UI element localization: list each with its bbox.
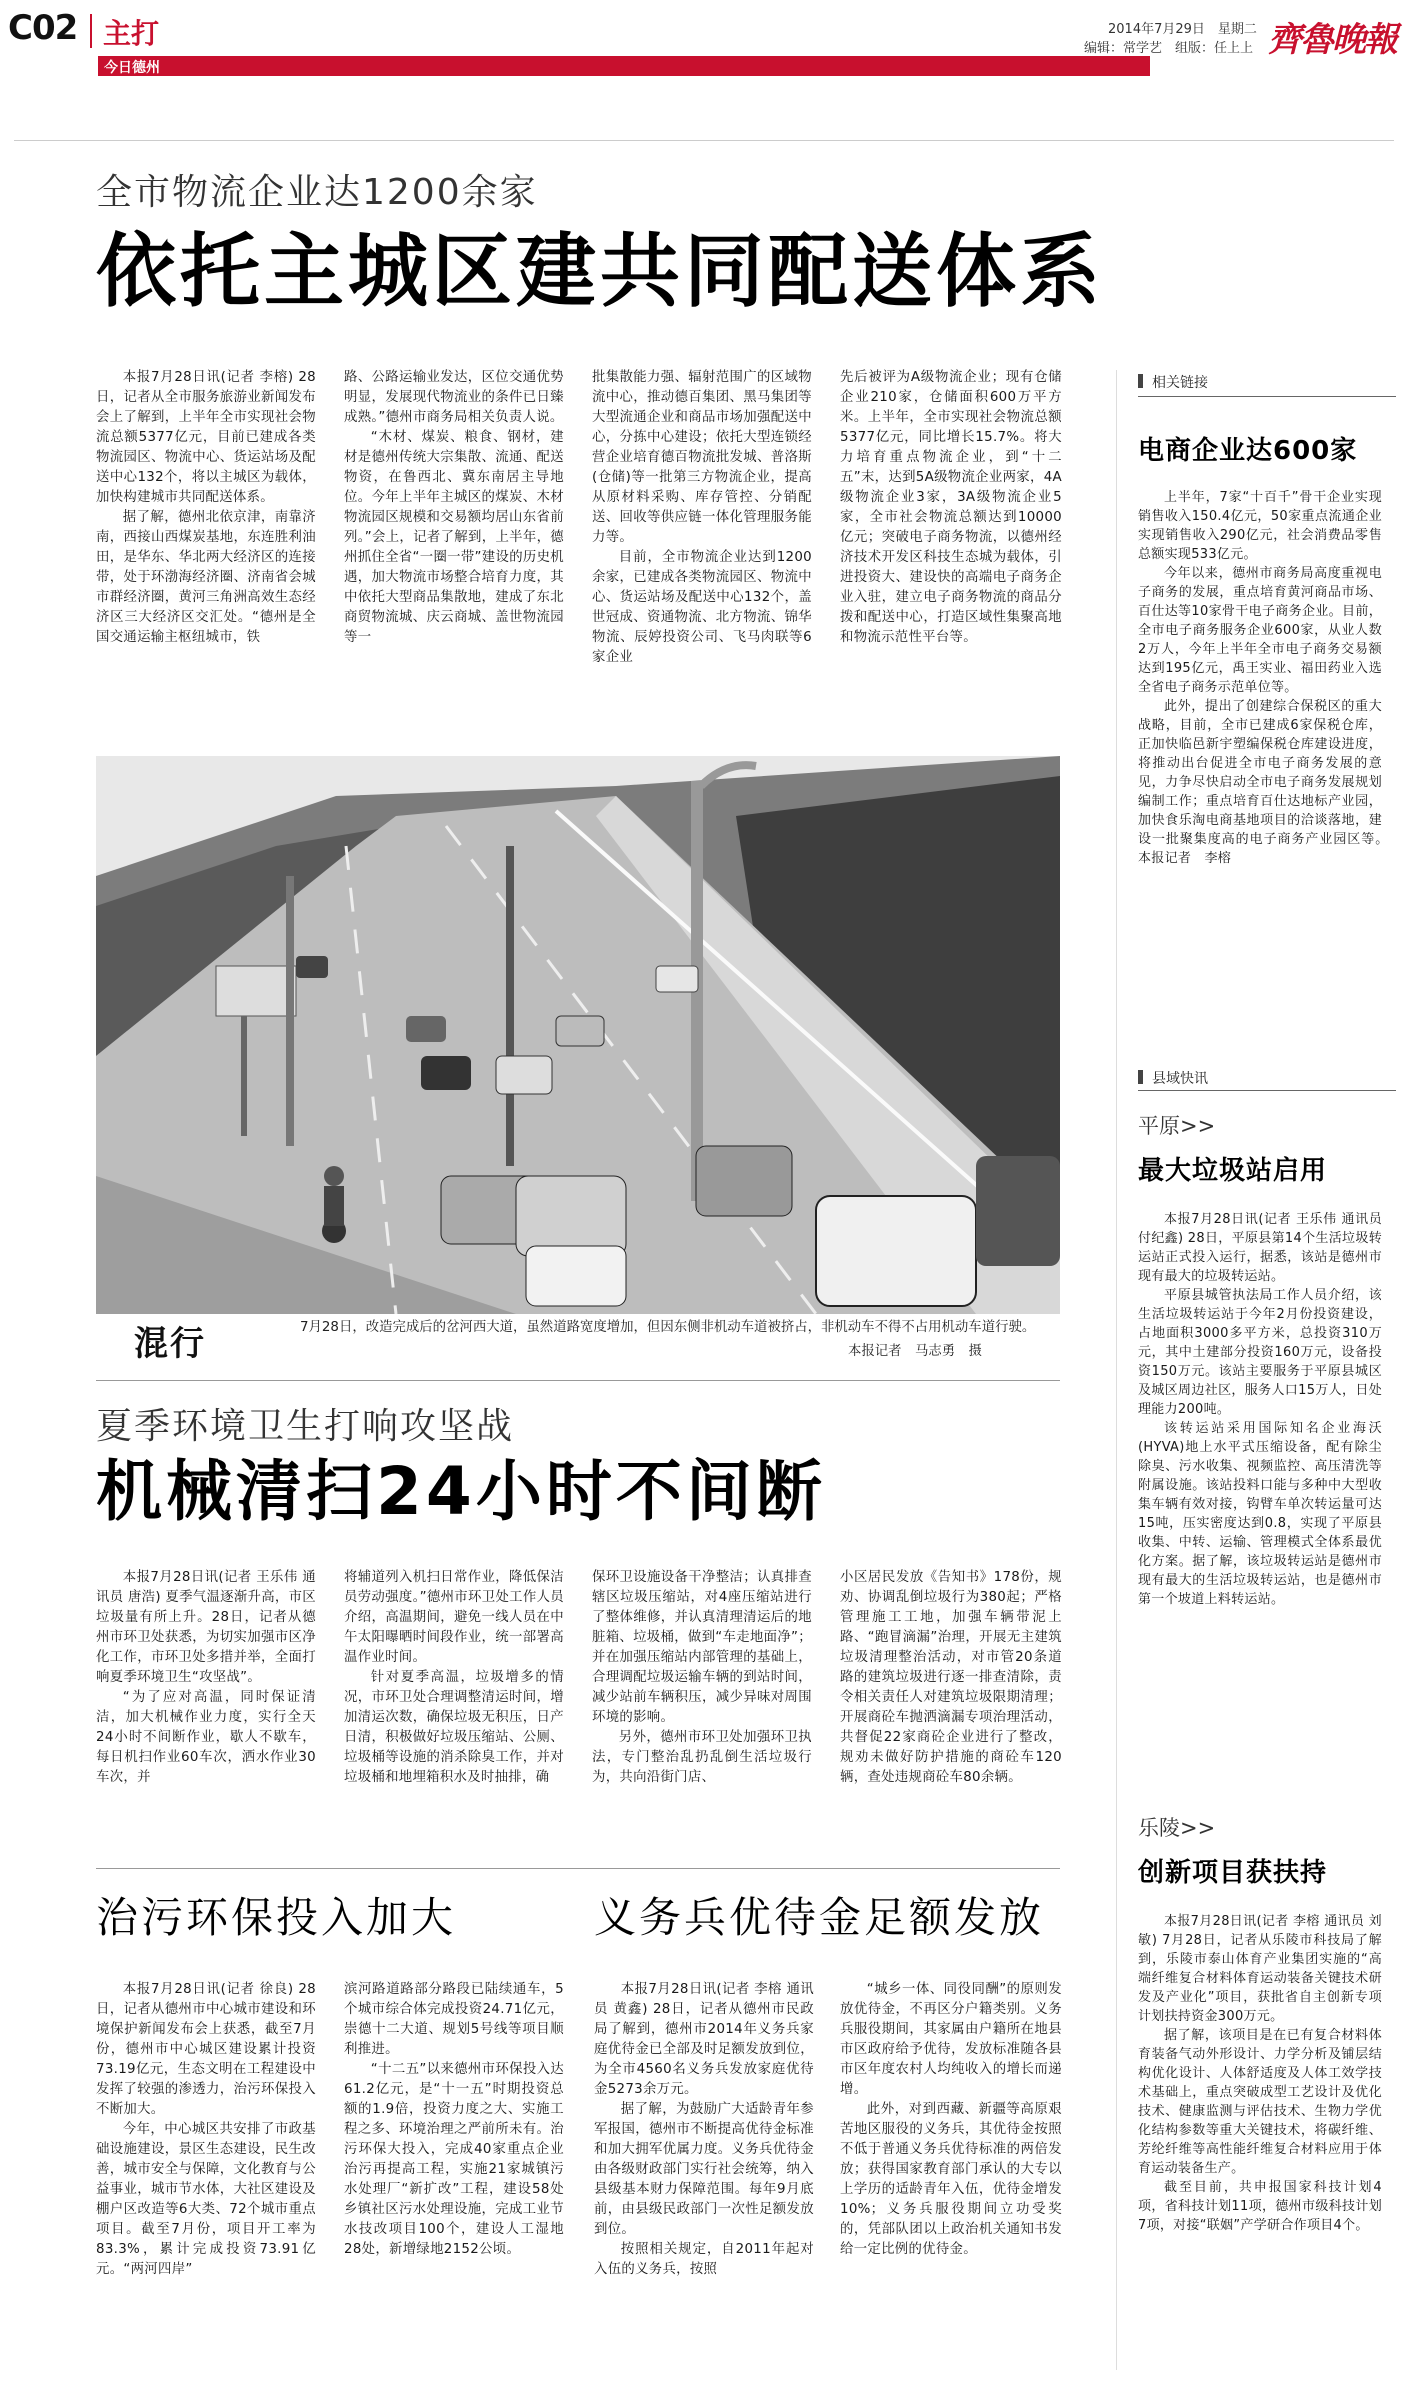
story1-column-3: [592, 368, 812, 668]
story2-kicker: 夏季环境卫生打响攻坚战: [96, 1406, 515, 1447]
pingyuan-para: 平原县城管执法局工作人员介绍，该生活垃圾转运站于今年2月份投资建设，占地面积3000多平方米，总投资310万元，其中土建部分投资160万元，设备投资150万元。该站主要服务于平原县城区及城区周边社区，服务人口15万人，日处理能力200吨。: [1138, 1288, 1382, 1417]
story2-para: 针对夏季高温，垃圾增多的情况，市环卫处合理调整清运时间，增加清运次数，确保垃圾无积压，日产日清，积极做好垃圾压缩站、公厕、垃圾桶等设施的消杀除臭工作，并对垃圾桶和地埋箱积水及时抽排，确: [344, 1670, 564, 1785]
story4-para: 此外，对到西藏、新疆等高原艰苦地区服役的义务兵，其优待金按照不低于普通义务兵优待标准的两倍发放；获得国家教育部门承认的大专以上学历的适龄青年入伍，优待金增发10%；义务兵服役期间立功受奖的，凭部队团以上政治机关通知书发给一定比例的优待金。: [840, 2102, 1062, 2257]
pingyuan-place: 平原>>: [1138, 1114, 1216, 1138]
story1-kicker: 全市物流企业达1200余家: [96, 172, 538, 213]
masthead: [0, 0, 1409, 76]
leling-para: 截至目前，共申报国家科技计划4项，省科技计划11项，德州市级科技计划7项，对接“联姻”产学研合作项目4个。: [1138, 2180, 1382, 2233]
story2-para: 另外，德州市环卫处加强环卫执法，专门整治乱扔乱倒生活垃圾行为，共向沿街门店、: [592, 1730, 812, 1785]
masthead-rule: [14, 140, 1394, 141]
story1-headline: 依托主城区建共同配送体系: [96, 225, 1104, 318]
story1-para: 目前，全市物流企业达到1200余家，已建成各类物流园区、物流中心、货运站场及配送中心132个，盖世冠成、资通物流、北方物流、锦华物流、辰婷投资公司、飞马肉联等6家企业: [592, 550, 812, 665]
leling-place: 乐陵>>: [1138, 1816, 1216, 1840]
county-news-tag: 县域快讯: [1138, 1068, 1208, 1088]
road-scene-image: [96, 756, 1060, 1314]
paper-logo: 齊魯晚報: [1268, 20, 1396, 60]
story2-column-3: [592, 1568, 812, 1788]
related-title: 电商企业达600家: [1138, 436, 1358, 466]
related-para: 今年以来，德州市商务局高度重视电子商务的发展，重点培育黄河商品市场、百仕达等10家骨干电子商务企业。目前，全市电子商务服务企业600家，从业人数2万人，今年上半年全市电子商务交易额达到195亿元，禹王实业、福田药业入选全省电子商务示范单位等。: [1138, 566, 1382, 695]
story1-para: 本报7月28日讯(记者 李榕) 28日，记者从全市服务旅游业新闻发布会上了解到，上半年全市实现社会物流总额5377亿元，目前已建成各类物流园区、物流中心、货运站场及配送中心132个，将以主城区为载体，加快构建城市共同配送体系。: [96, 370, 316, 505]
story2-para: 本报7月28日讯(记者 王乐伟 通讯员 唐浩) 夏季气温逐渐升高，市区垃圾量有所上升。28日，记者从德州市环卫处获悉，为切实加强市区净化工作，市环卫处多措并举，全面打响夏季环境卫生“攻坚战”。: [96, 1570, 316, 1685]
photo-caption: 7月28日，改造完成后的岔河西大道，虽然道路宽度增加，但因东侧非机动车道被挤占，非机动车不得不占用机动车道行驶。: [300, 1320, 1036, 1335]
story2-para: 保环卫设施设备干净整洁；认真排查辖区垃圾压缩站，对4座压缩站进行了整体维修，并认真清理清运后的地脏箱、垃圾桶，做到“车走地面净”；并在加强压缩站内部管理的基础上，合理调配垃圾运输车辆的到站时间，减少站前车辆积压，减少异味对周围环境的影响。: [592, 1570, 812, 1725]
section-title: 主打: [103, 17, 160, 50]
story2-headline: 机械清扫24小时不间断: [96, 1453, 826, 1530]
leling-title: 创新项目获扶持: [1138, 1858, 1328, 1888]
story4-para: 据了解，为鼓励广大适龄青年参军报国，德州市不断提高优待金标准和加大拥军优属力度。义务兵优待金由各级财政部门实行社会统筹，纳入县级基本财力保障范围。每年9月底前，由县级民政部门一次性足额发放到位。: [594, 2102, 814, 2237]
story1-para: 先后被评为A级物流企业；现有仓储企业210家，仓储面积600万平方米。上半年，全市实现社会物流总额5377亿元，同比增长15.7%。将大力培育重点物流企业，到“十二五”末，达到5A级物流企业两家，4A级物流企业3家，3A级物流企业5家，全市社会物流总额达到10000亿元；突破电子商务物流，以德州经济技术开发区科技生态城为载体，引进投资大、建设快的高端电子商务企业入驻，建立电子商务物流的商品分拨和配送中心，打造区域性集聚高地和物流示范性平台等。: [840, 370, 1062, 645]
story3-para: 本报7月28日讯(记者 徐良) 28日，记者从德州市中心城市建设和环境保护新闻发布会上获悉，截至7月份，德州市中心城区建设累计投资73.19亿元，生态文明在工程建设中发挥了较强的渗透力，治污环保投入不断加大。: [96, 1982, 316, 2117]
story3-headline: 治污环保投入加大: [96, 1893, 457, 1942]
story4-para: 本报7月28日讯(记者 李榕 通讯员 黄鑫) 28日，记者从德州市民政局了解到，德州市2014年义务兵家庭优待金已全部及时足额发放到位，为全市4560名义务兵发放家庭优待金5273余万元。: [594, 1982, 814, 2097]
pingyuan-para: 本报7月28日讯(记者 王乐伟 通讯员 付纪鑫) 28日，平原县第14个生活垃圾转运站正式投入运行，据悉，该站是德州市现有最大的垃圾转运站。: [1138, 1212, 1382, 1284]
related-body: [1138, 488, 1409, 868]
related-links-tag: 相关链接: [1138, 372, 1208, 392]
pingyuan-body: [1138, 1210, 1382, 1609]
subsection-bar: [98, 56, 1150, 76]
story2-rule: [96, 1868, 1060, 1869]
story4-column-1: [594, 1980, 814, 2280]
pingyuan-title: 最大垃圾站启用: [1138, 1156, 1328, 1186]
news-photo: [96, 756, 1060, 1314]
related-para: 此外，提出了创建综合保税区的重大战略，目前，全市已建成6家保税仓库，正加快临邑新宇塑编保税仓库建设进度，将推动出台促进全市电子商务发展的意见，力争尽快启动全市电子商务发展规划编制工作；重点培育百仕达地标产业园，加快食乐淘电商基地项目的洽谈落地，建设一批聚集度高的电子商务产业园区等。 本报记者 李榕: [1138, 699, 1409, 866]
story2-para: 将辅道列入机扫日常作业，降低保洁员劳动强度。”德州市环卫处工作人员介绍，高温期间，避免一线人员在中午太阳曝晒时间段作业，统一部署高温作业时间。: [344, 1570, 564, 1665]
story2-column-4: [840, 1568, 1062, 1788]
story1-para: “木材、煤炭、粮食、钢材，建材是德州传统大宗集散、流通、配送物资，在鲁西北、冀东南居主导地位。今年上半年主城区的煤炭、木材物流园区规模和交易额均居山东省前列。”会上，记者了解到，上半年，德州抓住全省“一圈一带”建设的历史机遇，加大物流市场整合培育力度，其中依托大型商品集散地，建成了东北商贸物流城、庆云商城、盖世物流园等一: [344, 430, 564, 645]
story1-column-2: [344, 368, 564, 648]
leling-para: 据了解，该项目是在已有复合材料体育装备气动外形设计、力学分析及铺层结构优化设计、人体舒适度及人体工效学技术基础上，重点突破成型工艺设计及优化技术、健康监测与评估技术、生物力学优化结构参数等重大关键技术，将碳纤维、芳纶纤维等高性能纤维复合材料应用于体育运动装备生产。: [1138, 2028, 1382, 2176]
leling-para: 本报7月28日讯(记者 李榕 通讯员 刘敏) 7月28日，记者从乐陵市科技局了解到，乐陵市泰山体育产业集团实施的“高端纤维复合材料体育运动装备关键技术研发及产业化”项目，获批省自主创新专项计划扶持资金300万元。: [1138, 1914, 1382, 2024]
story1-para: 据了解，德州北依京津，南靠济南，西接山西煤炭基地，东连胜利油田，是华东、华北两大经济区的连接带，处于环渤海经济圈、济南省会城市群经济圈，黄河三角洲高效生态经济区三大经济区交汇处。“德州是全国交通运输主枢纽城市，铁: [96, 510, 316, 645]
sidebar-divider: [1116, 370, 1117, 2370]
editor-credits: 编辑：常学艺 组版：任上上: [1084, 41, 1254, 56]
story2-para: 小区居民发放《告知书》178份，规劝、协调乱倒垃圾行为380起；严格管理施工工地，加强车辆带泥上路、“跑冒滴漏”治理，开展无主建筑垃圾清理整治活动，对市管20条道路的建筑垃圾进行逐一排查清除，责令相关责任人对建筑垃圾限期清理；开展商砼车抛洒滴漏专项治理活动，共督促22家商砼企业进行了整改，规劝未做好防护措施的商砼车120辆，查处违规商砼车80余辆。: [840, 1570, 1062, 1785]
story3-column-2: [344, 1980, 564, 2260]
sidebar-rule: [1138, 396, 1396, 397]
photo-label: 混行: [134, 1324, 206, 1364]
story4-headline: 义务兵优待金足额发放: [594, 1893, 1045, 1942]
story3-para: “十二五”以来德州市环保投入达61.2亿元，是“十一五”时期投资总额的1.9倍，投资力度之大、实施工程之多、环境治理之严前所未有。治污环保大投入，完成40家重点企业治污再提高工程，实施21家城镇污水处理厂“新扩改”工程，建设58处乡镇社区污水处理设施，完成工业节水技改项目100个，建设人工湿地28处，新增绿地2152公顷。: [344, 2062, 564, 2257]
story3-para: 今年，中心城区共安排了市政基础设施建设，景区生态建设，民生改善，城市安全与保障，文化教育与公益事业，城市节水体，大社区建设及棚户区改造等6大类、72个城市重点项目。截至7月份，项目开工率为83.3%，累计完成投资73.91亿元。“两河四岸”: [96, 2122, 316, 2277]
story1-column-1: [96, 368, 316, 648]
story2-column-1: [96, 1568, 316, 1788]
pingyuan-para: 该转运站采用国际知名企业海沃(HYVA)地上水平式压缩设备，配有除尘除臭、污水收集、视频监控、高压清洗等附属设施。该站投料口能与多种中大型收集车辆有效对接，钩臂车单次转运量可达15吨，压实密度达到0.8，实现了平原县收集、中转、运输、管理模式全体系最优化方案。据了解，该垃圾转运站是德州市现有最大的生活垃圾转运站，也是德州市第一个坡道上料转运站。: [1138, 1421, 1382, 1607]
story2-column-2: [344, 1568, 564, 1788]
story4-para: “城乡一体、同役同酬”的原则发放优待金，不再区分户籍类别。义务兵服役期间，其家属由户籍所在地县市区政府给予优待，发放标准随各县市区年度农村人均纯收入的增长而递增。: [840, 1982, 1062, 2097]
related-para: 上半年，7家“十百千”骨干企业实现销售收入150.4亿元，50家重点流通企业实现销售收入290亿元，社会消费品零售总额实现533亿元。: [1138, 490, 1382, 562]
sidebar-rule: [1138, 1090, 1396, 1091]
story4-para: 按照相关规定，自2011年起对入伍的义务兵，按照: [594, 2242, 814, 2277]
page-number: C02: [8, 8, 78, 48]
subsection-title: 今日德州: [104, 60, 160, 76]
story3-column-1: [96, 1980, 316, 2280]
story1-para: 批集散能力强、辐射范围广的区域物流中心，推动德百集团、黑马集团等大型流通企业和商品市场加强配送中心，分拣中心建设；依托大型连锁经营企业培育德百物流批发城、普洛斯(仓储)等一批第三方物流企业，提高从原材料采购、库存管控、分销配送、回收等供应链一体化管理服务能力等。: [592, 370, 812, 545]
story1-para: 路、公路运输业发达，区位交通优势明显，发展现代物流业的条件已日臻成熟。”德州市商务局相关负责人说。: [344, 370, 564, 425]
story3-para: 滨河路道路部分路段已陆续通车，5个城市综合体完成投资24.71亿元，崇德十二大道、规划5号线等项目顺利推进。: [344, 1982, 564, 2057]
issue-date: 2014年7月29日 星期二: [1108, 22, 1257, 37]
story1-column-4: [840, 368, 1062, 648]
section-divider: [90, 14, 92, 48]
leling-body: [1138, 1912, 1382, 2235]
photo-rule: [96, 1380, 1060, 1381]
story4-column-2: [840, 1980, 1062, 2260]
photo-credit: 本报记者 马志勇 摄: [848, 1344, 982, 1359]
story2-para: “为了应对高温，同时保证清洁，加大机械作业力度，实行全天24小时不间断作业，歇人不歇车，每日机扫作业60车次，洒水作业30车次，并: [96, 1690, 316, 1785]
